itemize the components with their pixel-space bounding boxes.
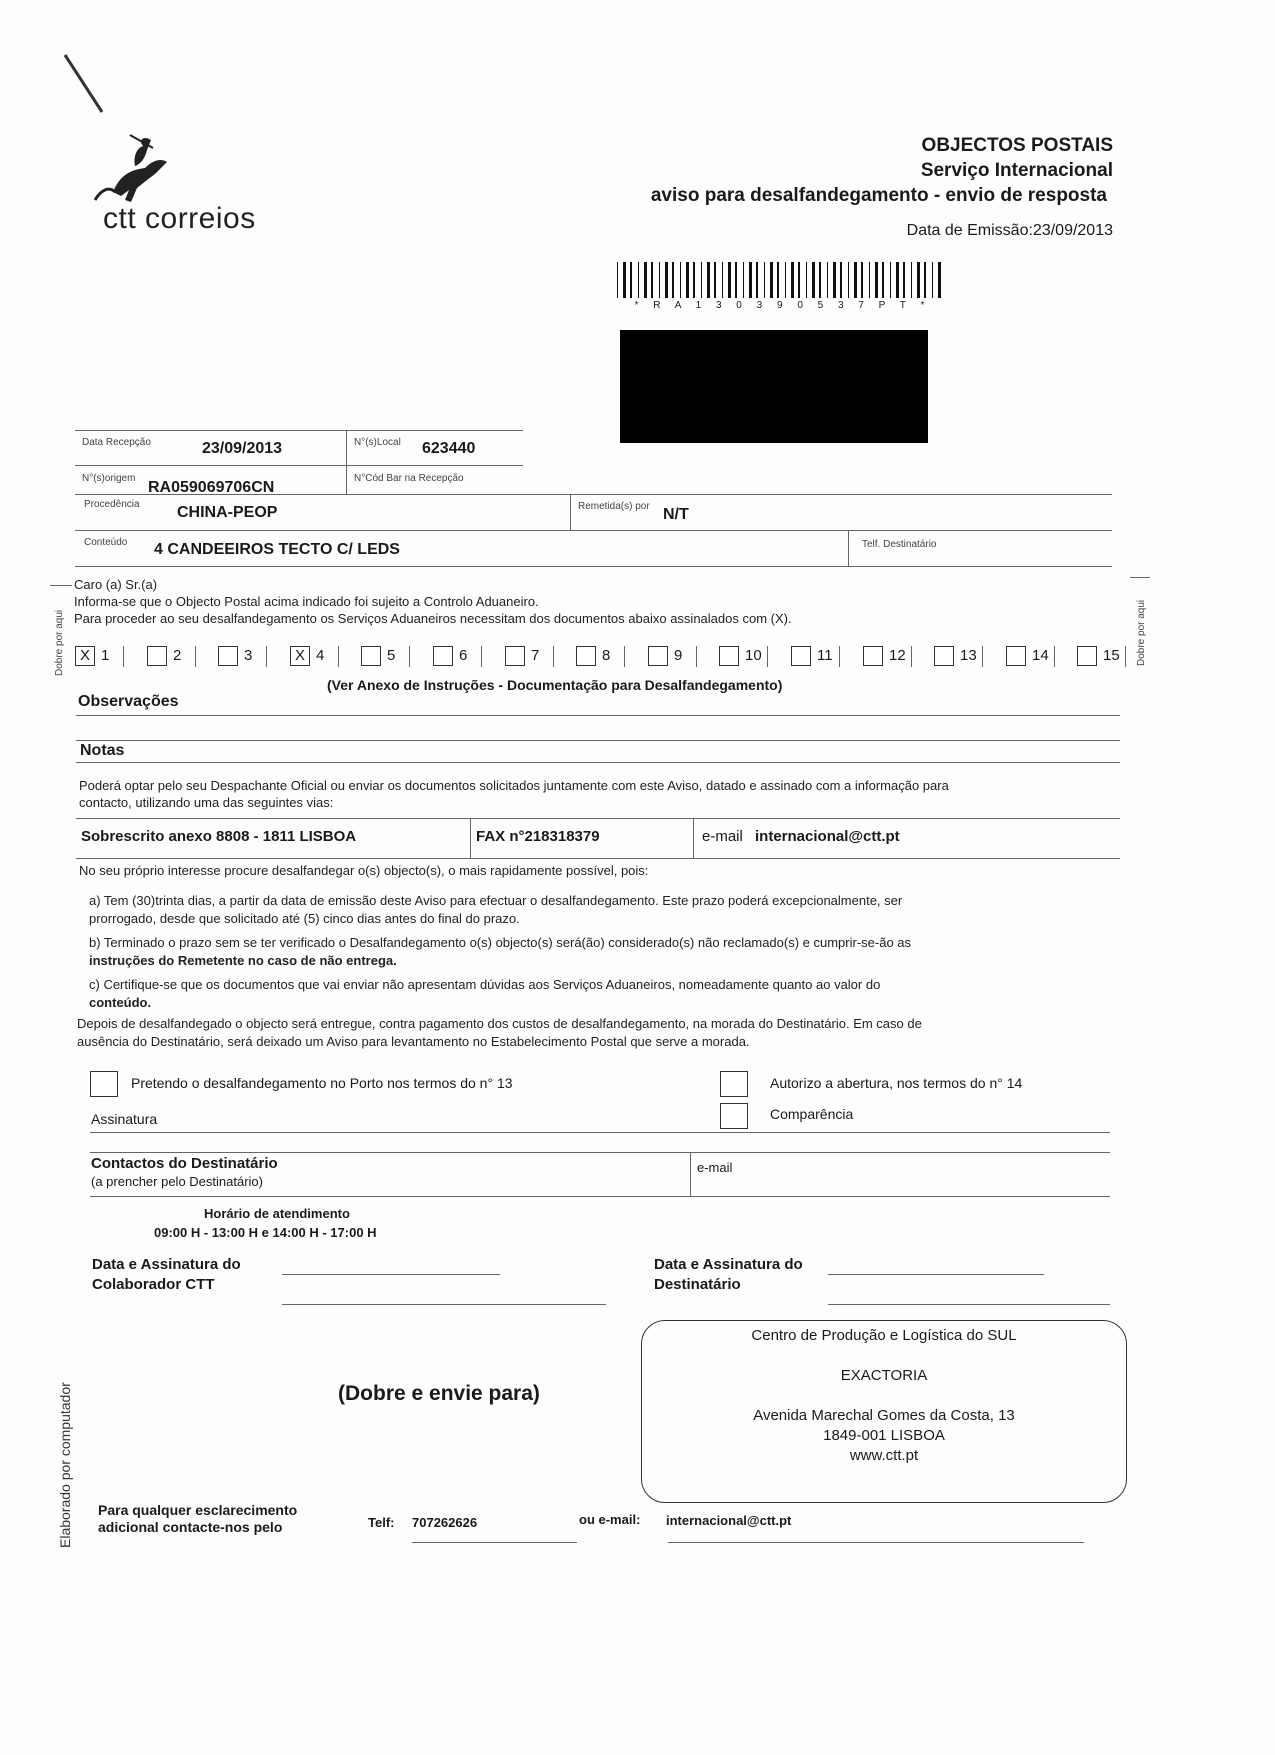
remetida-label: Remetida(s) por — [578, 501, 650, 512]
sig-left-line2: Colaborador CTT — [92, 1276, 215, 1293]
contacts-email-label: e-mail — [697, 1160, 733, 1175]
doc-checkbox-number: 2 — [173, 647, 182, 664]
emission-value: 23/09/2013 — [1032, 222, 1113, 239]
barcode-bar — [728, 262, 731, 298]
barcode-bar — [896, 262, 899, 298]
comparencia-label: Comparência — [770, 1106, 854, 1122]
logo-text: ctt correios — [103, 202, 256, 235]
barcode-bar — [714, 262, 716, 298]
checkbox-divider — [553, 646, 554, 667]
local-label: N°(s)Local — [354, 437, 401, 448]
porto-label: Pretendo o desalfandegamento no Porto nos termos do n° 13 — [131, 1075, 513, 1091]
assinatura-label: Assinatura — [91, 1111, 158, 1127]
doc-checkbox-number: 8 — [602, 647, 611, 664]
barcode-bar — [686, 262, 689, 298]
clause-a2: prorrogado, desde que solicitado até (5) cinco dias antes do final do prazo. — [89, 911, 520, 926]
checkbox-divider — [409, 646, 410, 667]
porto-checkbox[interactable] — [90, 1071, 118, 1097]
address-line5: www.ctt.pt — [849, 1447, 919, 1464]
barcode-bar — [617, 262, 618, 298]
barcode-bar — [659, 262, 660, 298]
barcode-bar — [623, 262, 626, 298]
barcode-bar — [833, 262, 836, 298]
sig-left-line1: Data e Assinatura do — [92, 1256, 241, 1273]
notes-line1: Poderá optar pelo seu Despachante Oficial ou enviar os documentos solicitados juntamente com este Aviso, datado e assinado com a informação para — [79, 778, 949, 793]
barcode-bar — [854, 262, 857, 298]
redacted-block — [620, 330, 928, 443]
doc-checkbox-9[interactable] — [648, 646, 668, 666]
barcode-bar — [680, 262, 681, 298]
origem-label: N°(s)origem — [82, 473, 136, 484]
doc-checkbox-mark: X — [294, 647, 305, 664]
checkbox-divider — [266, 646, 267, 667]
horse-rider-icon — [75, 130, 185, 210]
sig-right-line2: Destinatário — [654, 1276, 741, 1293]
address-line3: Avenida Marechal Gomes da Costa, 13 — [753, 1407, 1015, 1424]
procedencia-value: CHINA-PEOP — [177, 504, 278, 521]
footer-telf-label: Telf: — [368, 1515, 395, 1530]
conteudo-label: Conteúdo — [84, 537, 128, 548]
doc-checkbox-number: 3 — [244, 647, 253, 664]
footer-email-label: ou e-mail: — [579, 1512, 641, 1527]
doc-checkbox-number: 15 — [1103, 647, 1120, 664]
doc-checkbox-number: 12 — [889, 647, 906, 664]
fold-label-right: Dobre por aqui — [1136, 599, 1147, 666]
address-line2: EXACTORIA — [840, 1367, 928, 1384]
doc-checkbox-7[interactable] — [505, 646, 525, 666]
footer-telf-value: 707262626 — [412, 1515, 478, 1530]
clause-c1: c) Certifique-se que os documentos que vai enviar não apresentam dúvidas aos Serviços Aduaneiros, nomeadamente quanto ao valor do — [89, 977, 881, 992]
barcode-bar — [924, 262, 926, 298]
checkbox-divider — [839, 646, 840, 667]
doc-checkbox-10[interactable] — [719, 646, 739, 666]
intro-line2: Para proceder ao seu desalfandegamento os Serviços Aduaneiros necessitam dos documentos abaixo assinalados com (X). — [74, 611, 792, 626]
title-servico: Serviço Internacional — [920, 160, 1113, 181]
doc-checkbox-15[interactable] — [1077, 646, 1097, 666]
doc-checkbox-6[interactable] — [433, 646, 453, 666]
barcode-bar — [932, 262, 933, 298]
checkbox-divider — [624, 646, 625, 667]
barcode-bar — [819, 262, 821, 298]
doc-checkbox-5[interactable] — [361, 646, 381, 666]
doc-checkbox-13[interactable] — [934, 646, 954, 666]
clause-c2: conteúdo. — [89, 995, 152, 1010]
barcode-bar — [903, 262, 905, 298]
annex-note: (Ver Anexo de Instruções - Documentação para Desalfandegamento) — [327, 677, 783, 693]
title-objectos: OBJECTOS POSTAIS — [921, 135, 1113, 156]
abertura-label: Autorizo a abertura, nos termos do n° 14 — [770, 1075, 1023, 1091]
computer-label: Elaborado por computador — [57, 1382, 73, 1548]
checkbox-divider — [767, 646, 768, 667]
barcode-bar — [665, 262, 668, 298]
codbar-label: N°Cód Bar na Recepção — [354, 473, 464, 484]
procedencia-label: Procedência — [84, 499, 140, 510]
observacoes-heading: Observações — [78, 693, 179, 710]
clause-d1: Depois de desalfandegado o objecto será entregue, contra pagamento dos custos de desalfandegamento, na morada do Destinatário. Em caso de — [77, 1016, 922, 1031]
doc-checkbox-12[interactable] — [863, 646, 883, 666]
hours-label: Horário de atendimento — [204, 1206, 350, 1221]
barcode-bar — [869, 262, 870, 298]
barcode — [617, 262, 945, 300]
barcode-bar — [701, 262, 702, 298]
email-channel-label: e-mail — [702, 828, 743, 845]
barcode-bar — [882, 262, 884, 298]
help-line1: Para qualquer esclarecimento — [98, 1502, 298, 1518]
barcode-bar — [693, 262, 695, 298]
doc-checkbox-number: 5 — [387, 647, 396, 664]
barcode-bar — [827, 262, 828, 298]
interest-text: No seu próprio interesse procure desalfandegar o(s) objecto(s), o mais rapidamente possível, pois: — [79, 863, 649, 878]
fold-send-text: (Dobre e envie para) — [338, 1382, 540, 1405]
local-value: 623440 — [422, 440, 476, 457]
barcode-bar — [791, 262, 794, 298]
conteudo-value: 4 CANDEEIROS TECTO C/ LEDS — [154, 541, 400, 558]
doc-checkbox-number: 1 — [101, 647, 110, 664]
barcode-bar — [651, 262, 653, 298]
barcode-bar — [749, 262, 752, 298]
barcode-bar — [722, 262, 723, 298]
email-channel-value: internacional@ctt.pt — [755, 828, 900, 845]
footer-email-value: internacional@ctt.pt — [666, 1513, 792, 1528]
doc-checkbox-mark: X — [79, 647, 90, 664]
checkbox-divider — [1125, 646, 1126, 667]
notas-heading: Notas — [80, 742, 125, 759]
barcode-bar — [644, 262, 647, 298]
doc-checkbox-number: 11 — [817, 647, 833, 664]
barcode-bar — [735, 262, 737, 298]
doc-checkbox-2[interactable] — [147, 646, 167, 666]
doc-checkbox-number: 10 — [745, 647, 762, 664]
address-box — [641, 1320, 1127, 1503]
barcode-bar — [756, 262, 758, 298]
barcode-bar — [638, 262, 639, 298]
contacts-subtitle: (a prencher pelo Destinatário) — [91, 1174, 263, 1189]
clause-b1: b) Terminado o prazo sem se ter verificado o Desalfandegamento o(s) objecto(s) será(ão) considerado(s) não reclamado(s) e cumprir-se-ão as — [89, 935, 912, 950]
barcode-bar — [798, 262, 800, 298]
barcode-bar — [630, 262, 632, 298]
help-line2: adicional contacte-nos pelo — [98, 1519, 283, 1535]
clause-b2: instruções do Remetente no caso de não entrega. — [89, 953, 397, 968]
barcode-bar — [840, 262, 842, 298]
barcode-bar — [707, 262, 710, 298]
barcode-bar — [938, 262, 941, 298]
barcode-bar — [806, 262, 807, 298]
address-line4: 1849-001 LISBOA — [823, 1427, 945, 1444]
checkbox-divider — [911, 646, 912, 667]
barcode-bar — [917, 262, 920, 298]
doc-checkbox-11[interactable] — [791, 646, 811, 666]
doc-checkbox-number: 9 — [674, 647, 683, 664]
checkbox-divider — [123, 646, 124, 667]
telf-dest-label: Telf. Destinatário — [862, 539, 937, 550]
doc-checkbox-number: 13 — [960, 647, 977, 664]
title-aviso: aviso para desalfandegamento - envio de resposta — [650, 185, 1107, 206]
abertura-checkbox[interactable] — [720, 1071, 748, 1097]
fold-label-left: Dobre por aqui — [54, 609, 65, 676]
clause-d2: ausência do Destinatário, será deixado um Aviso para levantamento no Estabelecimento Postal que serve a morada. — [77, 1034, 750, 1049]
barcode-bar — [890, 262, 891, 298]
notes-line2: contacto, utilizando uma das seguintes vias: — [79, 795, 334, 810]
pen-mark — [60, 50, 110, 120]
barcode-bar — [875, 262, 878, 298]
recepcao-value: 23/09/2013 — [202, 440, 283, 457]
remetida-value: N/T — [663, 506, 689, 523]
checkbox-divider — [1054, 646, 1055, 667]
sig-right-line1: Data e Assinatura do — [654, 1256, 803, 1273]
fax-text: FAX n°218318379 — [476, 828, 600, 845]
hours-value: 09:00 H - 13:00 H e 14:00 H - 17:00 H — [154, 1225, 377, 1240]
recepcao-label: Data Recepção — [82, 437, 151, 448]
ctt-logo — [75, 130, 295, 240]
checkbox-divider — [195, 646, 196, 667]
greeting: Caro (a) Sr.(a) — [74, 577, 158, 592]
barcode-bar — [777, 262, 779, 298]
doc-checkbox-number: 6 — [459, 647, 468, 664]
intro-line1: Informa-se que o Objecto Postal acima indicado foi sujeito a Controlo Aduaneiro. — [74, 594, 539, 609]
barcode-bar — [861, 262, 863, 298]
barcode-bar — [911, 262, 912, 298]
barcode-bar — [743, 262, 744, 298]
contacts-title: Contactos do Destinatário — [91, 1155, 278, 1172]
doc-checkbox-3[interactable] — [218, 646, 238, 666]
checkbox-divider — [481, 646, 482, 667]
clause-a1: a) Tem (30)trinta dias, a partir da data de emissão deste Aviso para efectuar o desalfandegamento. Este prazo poderá excepcionalmente, ser — [89, 893, 903, 908]
doc-checkbox-number: 7 — [531, 647, 540, 664]
checkbox-divider — [338, 646, 339, 667]
checkbox-divider — [982, 646, 983, 667]
sobrescrito-text: Sobrescrito anexo 8808 - 1811 LISBOA — [81, 828, 357, 845]
barcode-bar — [770, 262, 773, 298]
doc-checkbox-number: 4 — [316, 647, 325, 664]
barcode-text: * R A 1 3 0 3 9 0 5 3 7 P T * — [634, 300, 931, 311]
emission-label: Data de Emissão: — [906, 222, 1033, 239]
barcode-bar — [764, 262, 765, 298]
barcode-bar — [672, 262, 674, 298]
checkbox-divider — [696, 646, 697, 667]
origem-value: RA059069706CN — [148, 479, 275, 496]
email-channel — [702, 828, 900, 845]
emission-date — [907, 222, 1113, 240]
doc-checkbox-number: 14 — [1032, 647, 1049, 664]
barcode-bar — [848, 262, 849, 298]
doc-checkbox-8[interactable] — [576, 646, 596, 666]
barcode-bar — [785, 262, 786, 298]
address-line1: Centro de Produção e Logística do SUL — [751, 1327, 1017, 1344]
comparencia-checkbox[interactable] — [720, 1103, 748, 1129]
barcode-bar — [812, 262, 815, 298]
doc-checkbox-14[interactable] — [1006, 646, 1026, 666]
